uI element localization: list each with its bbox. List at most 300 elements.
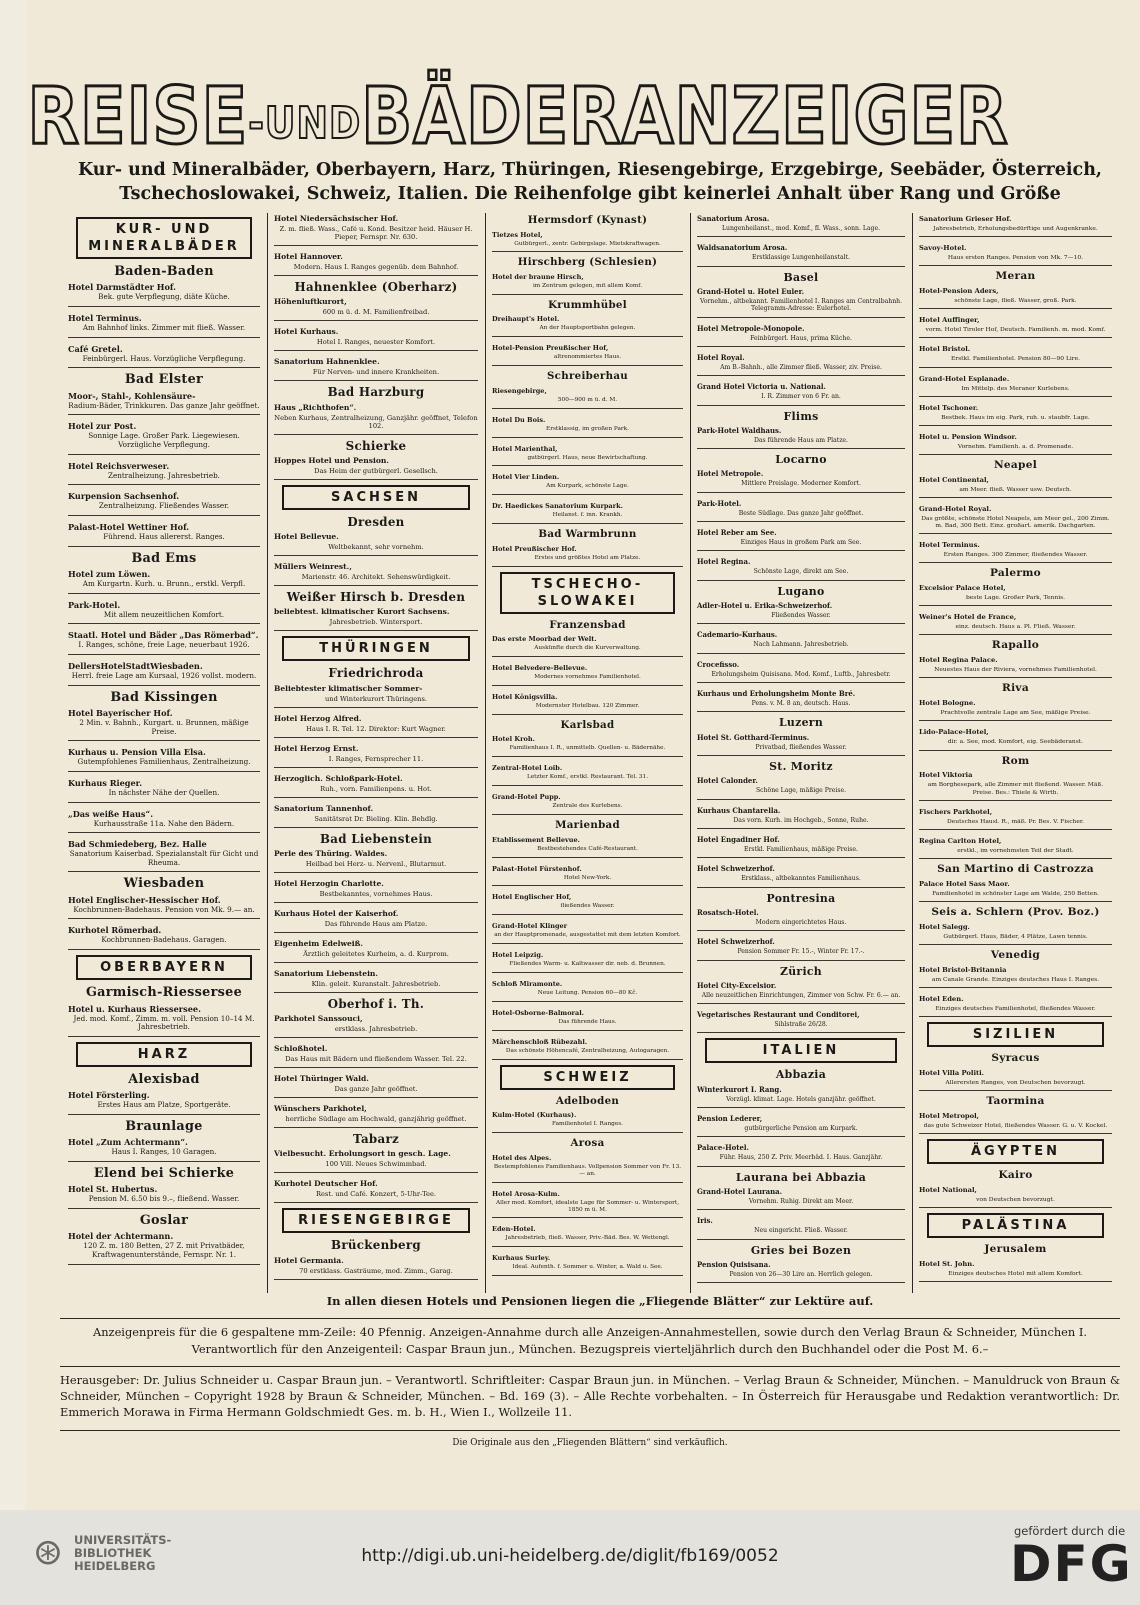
hotel-description: Das größte, schönste Hotel Neapels, am Meer gel., 200 Zimm. m. Bad, 300 Bett. Einz. großart. amerik. Dachgarten. [921, 514, 1110, 529]
hotel-name: Vegetarisches Restaurant und Conditorei, [697, 1010, 860, 1020]
hotel-name: beliebtest. klimatischer Kurort Sachsens. [274, 607, 450, 617]
hotel-description: und Winterkurort Thüringens. [325, 694, 427, 703]
funding-label: gefördert durch die [1014, 1524, 1126, 1538]
hotel-name: Das erste Moorbad der Welt. [492, 635, 597, 644]
hotel-description: Erstkl. Familienhaus, mäßige Preise. [744, 845, 858, 853]
city-heading: Hirschberg (Schlesien) [517, 256, 658, 269]
hotel-name: Sanatorium Hahnenklee. [274, 357, 380, 367]
hotel-ad [697, 498, 905, 522]
hotel-name: Grand-Hotel Esplanade. [919, 374, 1010, 383]
hotel-name: Schloß Miramonte. [492, 980, 563, 989]
city-heading: Palermo [989, 567, 1042, 580]
document-url-link[interactable]: http://digi.ub.uni-heidelberg.de/diglit/fb169/0052 [361, 1546, 779, 1566]
hotel-description: Für Nerven- und innere Krankheiten. [312, 368, 440, 377]
hotel-description: Deutsches Hausl. R., mäß. Pr. Bes. V. Fischer. [947, 817, 1084, 825]
hotel-ad [68, 390, 260, 416]
hotel-name: Hotel Darmstädter Hof. [68, 282, 176, 293]
hotel-description: Auskünfte durch die Kurverwaltung. [534, 645, 641, 652]
hotel-name: Winterkurort I. Rang. [697, 1084, 782, 1094]
divider [60, 1430, 1120, 1431]
hotel-ad [274, 561, 478, 586]
hotel-name: Hotel Reichsverweser. [68, 460, 170, 471]
hotel-description: von Deutschen bevorzugt. [976, 1195, 1055, 1203]
hotel-name: Lido-Palace-Hotel, [919, 728, 989, 737]
city-heading: Laurana bei Abbazia [735, 1170, 867, 1184]
hotel-description: Erstklassig, im großen Park. [546, 425, 629, 432]
hotel-name: Hotel Schweizerhof. [697, 937, 775, 947]
hotel-name: Hotel Thüringer Wald. [274, 1074, 369, 1084]
hotel-description: Führ. Haus, 250 Z. Priv. Meerbäd. I. Haus. Ganzjähr. [719, 1154, 883, 1162]
hotel-description: Am Bahnhof links. Zimmer mit fließ. Wasser. [82, 323, 246, 333]
hotel-description: Einziges deutsches Hotel mit allem Komfort. [948, 1269, 1083, 1277]
hotel-name: Hotel Englischer Hof, [492, 893, 572, 902]
hotel-description: Modernster Hotelbau. 120 Zimmer. [535, 702, 640, 709]
hotel-name: Hotel-Pension Aders, [919, 287, 999, 296]
hotel-description: Allerersten Ranges, von Deutschen bevorzugt. [945, 1078, 1086, 1086]
hotel-description: Das ganze Jahr geöffnet. [334, 1085, 418, 1094]
city-heading: Baden-Baden [114, 264, 214, 279]
hotel-ad [919, 964, 1112, 988]
hotel-description: an der Hauptpromenade, ausgestattet mit dem letzten Komfort. [494, 932, 681, 939]
hotel-ad [697, 629, 905, 653]
hotel-description: Sonnige Lage. Großer Park. Liegewiesen. Vorzügliche Verpflegung. [88, 431, 240, 450]
hotel-ad [697, 527, 905, 551]
hotel-ad [492, 949, 683, 973]
hotel-name: Hotel Hannover. [274, 251, 343, 261]
hotel-name: Kulm-Hotel (Kurhaus). [492, 1111, 577, 1120]
divider [60, 1366, 1120, 1367]
hotel-name: Kurhotel Deutscher Hof. [274, 1179, 378, 1189]
hotel-name: Hotel der braune Hirsch, [492, 272, 584, 281]
hotel-ad [919, 213, 1112, 237]
hotel-ad [492, 978, 683, 1002]
hotel-description: Erstklass., altbekanntes Familienhaus. [741, 875, 861, 883]
city-heading: Basel [783, 270, 819, 284]
hotel-name: Kurhaus Rieger. [68, 777, 143, 788]
city-heading: Abbazia [775, 1068, 827, 1082]
hotel-ad [492, 691, 683, 715]
hotel-description: Vornehm., altbekannt. Familienhotel I. Ranges am Centralbahnh. Telegramm-Adresse: Eulerhotel. [699, 297, 903, 313]
hotel-description: Hotel I. Ranges, neuester Komfort. [316, 338, 436, 347]
region-header: SCHWEIZ [500, 1065, 675, 1090]
hotel-ad [492, 733, 683, 757]
hotel-name: Hotel Schweizerhof. [697, 864, 775, 874]
hotel-ad [697, 834, 905, 858]
hotel-ad [492, 385, 683, 409]
city-heading: Jerusalem [984, 1243, 1047, 1255]
hotel-name: Hotel Regina. [697, 557, 751, 567]
hotel-name: Iris. [697, 1216, 713, 1226]
hotel-name: Haus „Richthofen“. [274, 402, 357, 412]
hotel-name: Hotel Reber am See. [697, 528, 777, 538]
city-heading: Locarno [775, 453, 827, 467]
hotel-description: Schönste Lage, direkt am See. [753, 568, 849, 576]
hotel-ad [492, 500, 683, 524]
hotel-ad [492, 633, 683, 657]
hotel-description: Jahresbetrieb. Wintersport. [329, 618, 423, 627]
hotel-name: Kurhaus Chantarella. [697, 805, 781, 815]
hotel-name: Hotel Herzog Alfred. [274, 713, 362, 723]
hotel-name: Hotel der Achtermann. [68, 1231, 174, 1242]
hotel-ad [919, 431, 1112, 455]
hotel-description: Das Heim der gutbürgerl. Gesellsch. [314, 466, 438, 475]
column-divider [690, 213, 691, 1293]
hotel-name: Waldsanatorium Arosa. [697, 243, 788, 253]
hotel-ad [919, 1258, 1112, 1282]
city-heading: Arosa [570, 1137, 605, 1150]
hotel-ad [274, 743, 478, 768]
hotel-name: Excelsior Palace Hotel, [919, 584, 1006, 593]
hotel-name: Riesengebirge, [492, 386, 547, 395]
hotel-ad [919, 242, 1112, 266]
hotel-name: Eden-Hotel. [492, 1225, 536, 1234]
hotel-ad [697, 688, 905, 712]
hotel-description: Familienhotel I. Ranges. [551, 1121, 624, 1128]
ad-column-1 [66, 213, 262, 1293]
hotel-description: Fließendes Wasser. [771, 612, 831, 620]
hotel-ad [274, 713, 478, 738]
hotel-ad [274, 1148, 478, 1173]
hotel-ad [697, 242, 905, 266]
hotel-ad [492, 863, 683, 887]
hotel-ad [274, 1255, 478, 1280]
hotel-name: Hotel Viktoria [919, 771, 973, 780]
hotel-name: Hotel Vier Linden. [492, 473, 560, 482]
city-heading: Goslar [139, 1212, 189, 1228]
hotel-name: Pension Lederer, [697, 1114, 763, 1124]
hotel-description: im Zentrum gelegen, mit allem Komf. [532, 282, 643, 289]
hotel-description: Kochbrunnen-Badehaus. Garagen. [101, 935, 227, 945]
hotel-name: Hotel Bayerischer Hof. [68, 707, 173, 718]
hotel-description: Sanitätsrat Dr. Bieling. Klin. Behdlg. [314, 814, 438, 823]
hotel-name: Hotel Continental, [919, 475, 989, 484]
hotel-ad [697, 1259, 905, 1283]
hotel-name: Zentral-Hotel Loib. [492, 764, 563, 773]
hotel-ad [68, 1230, 260, 1264]
hotel-description: Am Kurpark, schönste Lage. [546, 483, 629, 490]
hotel-description: Sanatorium Kaiserbad. Spezialanstalt für Gicht und Rheuma. [69, 849, 259, 867]
title-main: REISE [27, 72, 249, 162]
hotel-ad [697, 286, 905, 318]
city-heading: Flims [783, 409, 819, 423]
city-heading: Neapel [993, 458, 1038, 471]
hotel-name: Hotel Kroh. [492, 735, 535, 744]
hotel-name: Hotel National, [919, 1185, 977, 1194]
hotel-ad [68, 746, 260, 772]
hotel-description: Kurhausstraße 11a. Nahe den Bädern. [93, 818, 235, 828]
hotel-description: I. R. Zimmer von 6 Fr. an. [761, 393, 841, 401]
university-seal-icon: ⊛ [32, 1532, 64, 1573]
hotel-description: Erstkl. Familienhotel. Pension 80—90 Lire. [950, 355, 1081, 363]
hotel-ad [697, 980, 905, 1004]
hotel-description: Modern. Haus I. Ranges gegenüb. dem Bahnhof. [293, 262, 459, 271]
hotel-description: Heilanst. f. inn. Krankh. [552, 512, 623, 519]
hotel-name: Perle des Thüring. Waldes. [274, 848, 388, 858]
title-rest: BÄDERANZEIGER [361, 72, 1009, 162]
hotel-ad [492, 443, 683, 467]
hotel-ad [492, 342, 683, 366]
hotel-name: Palast-Hotel Fürstenhof. [492, 864, 582, 873]
ad-column-3 [490, 213, 685, 1293]
hotel-description: am Meer. fließ. Wasser usw. Deutsch. [959, 485, 1072, 493]
hotel-ad [68, 599, 260, 625]
hotel-name: Hotel St. Hubertus. [68, 1184, 158, 1195]
region-header: KUR- UND MINERALBÄDER [76, 217, 252, 259]
city-heading: Bad Ems [131, 550, 197, 566]
hotel-description: Z. m. fließ. Wass., Café u. Kond. Besitzer heid. Häuser H. Pieper, Fernspr. Nr. 630. [279, 225, 473, 241]
hotel-ad [274, 878, 478, 903]
city-heading: Pontresina [766, 891, 836, 905]
hotel-description: Gutbürgerl. Haus, Bäder, 4 Plätze, Lawn tennis. [943, 932, 1088, 940]
hotel-ad [697, 556, 905, 580]
hotel-description: Führend. Haus allererst. Ranges. [103, 531, 225, 541]
city-heading: Seis a. Schlern (Prov. Boz.) [931, 905, 1100, 918]
hotel-name: Hotel St. John. [919, 1259, 975, 1268]
hotel-ad [274, 908, 478, 933]
hotel-name: Hotel Kurhaus. [274, 327, 339, 337]
closing-note: In allen diesen Hotels und Pensionen liegen die „Fliegende Blätter“ zur Lektüre auf. [326, 1294, 874, 1308]
hotel-name: Grand-Hotel Klinger [492, 922, 568, 931]
hotel-description: Das führende Haus am Platze. [324, 919, 428, 928]
hotel-ad [68, 629, 260, 655]
hotel-description: Das führende Haus am Platze. [754, 436, 848, 444]
city-heading: Lugano [777, 584, 825, 598]
hotel-name: Grand Hotel Victoria u. National. [697, 382, 826, 392]
city-heading: Taormina [986, 1095, 1045, 1107]
hotel-description: Lungenheilanst., mod. Komf., fl. Wass., sonn. Lage. [721, 225, 881, 232]
hotel-name: Beliebtester klimatischer Sommer- [274, 683, 423, 693]
hotel-name: Hotel Preußischer Hof. [492, 544, 577, 553]
hotel-name: Höhenluftkurort, [274, 297, 347, 307]
hotel-ad [919, 835, 1112, 859]
hotel-description: gutbürgerliche Pension am Kurpark. [744, 1125, 858, 1133]
hotel-description: Pension M. 6.50 bis 9.–, fließend. Wasser. [88, 1194, 240, 1204]
hotel-ad [919, 474, 1112, 498]
hotel-ad [919, 314, 1112, 338]
page-title [27, 72, 1009, 162]
hotel-ad [697, 381, 905, 405]
hotel-name: Rosatsch-Hotel. [697, 907, 759, 917]
hotel-ad [68, 838, 260, 872]
column-divider [485, 213, 486, 1293]
hotel-description: Bestbestehendes Café-Restaurant. [537, 845, 638, 852]
hotel-name: Sanatorium Grieser Hof. [919, 215, 1012, 223]
hotel-ad [68, 924, 260, 950]
hotel-ad [697, 213, 905, 237]
hotel-name: Café Gretel. [68, 343, 123, 354]
hotel-description: erstklass. Jahresbetrieb. [334, 1025, 418, 1034]
region-header: HARZ [76, 1042, 252, 1067]
city-heading: Karlsbad [560, 718, 615, 731]
region-header: ITALIEN [705, 1038, 897, 1063]
ad-column-5 [917, 213, 1114, 1293]
city-heading: St. Moritz [769, 760, 833, 774]
hotel-name: Grand-Hotel Laurana. [697, 1186, 783, 1196]
divider [60, 1318, 1120, 1319]
hotel-name: Hotel Belvedere-Bellevue. [492, 664, 588, 673]
institution-name: UNIVERSITÄTS- BIBLIOTHEK HEIDELBERG [74, 1533, 172, 1573]
hotel-name: Park-Hotel. [697, 498, 742, 508]
hotel-description: Herrl. freie Lage am Kursaal, 1926 vollst. modern. [71, 670, 257, 680]
city-heading: Syracus [991, 1052, 1040, 1064]
footer-imprint: Herausgeber: Dr. Julius Schneider u. Caspar Braun jun. – Verantwortl. Schriftleiter: Caspar Braun jun. in München. – Verlag Braun & Schneider, München. – Manuldruck von Braun & Schneider, München – Copyright 1928 by Braun & Schneider, München. – Bd. 169 (3). – Alle Rechte vorbehalten. – In Österreich für Herausgabe und Redaktion verantwortlich: Dr. Emmerich Morawa in Firma Hermann Goldschmiedt Ges. m. b. H., Wien I., Wollzeile 11. [60, 1373, 1120, 1419]
hotel-ad [492, 543, 683, 567]
hotel-ad [697, 1215, 905, 1239]
hotel-description: Das vorn. Kurh. im Hochgeb., Sonne, Ruhe. [733, 816, 869, 824]
hotel-description: Das schönste Höhencafé, Zentralheizung, Autogaragen. [505, 1047, 670, 1054]
city-heading: Marienbad [555, 819, 620, 832]
hotel-ad [68, 490, 260, 516]
hotel-name: Palast-Hotel Wettiner Hof. [68, 521, 190, 532]
hotel-description: Im Mittelp. des Meraner Kurlebens. [961, 384, 1070, 392]
hotel-ad [919, 539, 1112, 563]
hotel-description: Kochbrunnen-Badehaus. Pension von Mk. 9.— an. [73, 904, 255, 914]
title-small: -UND [248, 97, 362, 149]
city-heading: Luzern [778, 716, 824, 730]
hotel-ad [492, 414, 683, 438]
hotel-ad [697, 775, 905, 799]
hotel-name: Savoy-Hotel. [919, 244, 967, 253]
hotel-description: Ideal. Aufenth. f. Sommer u. Winter, a. Wald u. See. [512, 1264, 663, 1271]
hotel-ad [492, 662, 683, 686]
hotel-name: Hotel Royal. [697, 352, 745, 362]
ad-column-2 [272, 213, 480, 1293]
hotel-name: Hotel Terminus. [68, 313, 142, 324]
hotel-name: Grand-Hotel Royal. [919, 504, 992, 513]
hotel-description: Jahresbetrieb, Erholungsbedürftige und Augenkranke. [933, 225, 1098, 232]
hotel-name: Hotel Eden. [919, 994, 964, 1003]
hotel-name: DellersHotelStadtWiesbaden. [68, 660, 203, 671]
hotel-ad [274, 251, 478, 276]
region-header: SIZILIEN [927, 1022, 1104, 1047]
hotel-description: Modern eingerichtetes Haus. [755, 918, 847, 926]
hotel-description: Sihlstraße 26/28. [774, 1021, 828, 1029]
hotel-name: Hotel Regina Palace. [919, 656, 998, 665]
hotel-description: Feinbürgerl. Haus, prima Küche. [750, 334, 852, 342]
hotel-description: Haus I. Ranges, 10 Garagen. [111, 1147, 217, 1157]
hotel-name: Hotel Königsvilla. [492, 692, 558, 701]
city-heading: Alexisbad [128, 1071, 200, 1087]
hotel-ad [68, 281, 260, 307]
hotel-ad [492, 1252, 683, 1276]
hotel-name: Hotel des Alpes. [492, 1153, 552, 1162]
city-heading: Wiesbaden [123, 876, 205, 892]
hotel-description: Alle neuzeitlichen Einrichtungen, Zimmer von Schw. Fr. 6.— an. [701, 991, 901, 999]
hotel-ad [919, 993, 1112, 1017]
hotel-ad [492, 1223, 683, 1247]
hotel-description: Prachtvolle zentrale Lage am See, mäßige Preise. [940, 709, 1091, 717]
hotel-ad [274, 1043, 478, 1068]
hotel-description: Haus I. R. Tel. 12. Direktor: Kurt Wagner. [306, 724, 446, 733]
hotel-description: Vorzügl. klimat. Lage. Hotels ganzjähr. geöffnet. [726, 1095, 876, 1103]
hotel-name: Dr. Haedickes Sanatorium Kurpark. [492, 502, 623, 511]
subtitle-line-1: Kur- und Mineralbäder, Oberbayern, Harz, Thüringen, Riesengebirge, Erzgebirge, Seebäder, Österreich, [77, 160, 1103, 180]
hotel-name: Adler-Hotel u. Erika-Schweizerhof. [697, 601, 833, 611]
hotel-description: Erstes und größtes Hotel am Platze. [534, 554, 641, 561]
hotel-ad [919, 503, 1112, 534]
hotel-description: Mittlere Preislage. Moderner Komfort. [741, 480, 861, 488]
hotel-description: Haus ersten Ranges. Pension von Mk. 7—10. [947, 254, 1084, 262]
hotel-name: Hotel Bellevue. [274, 532, 339, 542]
hotel-description: Bestbekanntes, vornehmes Haus. [319, 889, 433, 898]
hotel-ad [68, 420, 260, 454]
hotel-ad [68, 777, 260, 803]
hotel-name: Hotel Metropole. [697, 469, 764, 479]
hotel-name: Hoppes Hotel und Pension. [274, 455, 390, 465]
hotel-ad [492, 471, 683, 495]
hotel-description: einz. deutsch. Haus a. Pl. Fließ. Wasser. [955, 623, 1076, 631]
hotel-name: Hotel-Osborne-Balmoral. [492, 1009, 584, 1018]
city-heading: Elend bei Schierke [93, 1165, 235, 1181]
hotel-description: Das führende Haus. [558, 1019, 617, 1026]
column-divider [912, 213, 913, 1293]
hotel-ad [697, 907, 905, 931]
hotel-ad [274, 968, 478, 993]
hotel-name: Hotel Englischer-Hessischer Hof. [68, 894, 221, 905]
city-heading: Schreiberhau [546, 370, 629, 383]
hotel-ad [697, 1186, 905, 1210]
hotel-ad [274, 213, 478, 246]
city-heading: Bad Elster [124, 372, 204, 388]
hotel-name: Hotel-Pension Preußischer Hof, [492, 344, 609, 353]
hotel-name: Dreihaupt's Hotel. [492, 315, 560, 324]
hotel-ad [697, 1009, 905, 1033]
city-heading: Hahnenklee (Oberharz) [294, 279, 458, 294]
hotel-description: Neue Leitung. Pension 60—80 Kč. [537, 990, 638, 997]
hotel-description: erstkl., im vornehmsten Teil der Stadt. [957, 846, 1074, 854]
hotel-ad [274, 356, 478, 381]
hotel-description: beste Lage. Großer Park, Tennis. [965, 594, 1066, 602]
hotel-description: Neu eingericht. Fließ. Wasser. [754, 1227, 848, 1235]
hotel-description: Letzter Komf., erstkl. Restaurant. Tel. 31. [526, 774, 649, 781]
hotel-description: 120 Z. m. 180 Betten, 27 Z. mit Privatbäder, Kraftwagenunterstände, Fernspr. Nr. 1. [83, 1241, 245, 1259]
hotel-name: Hotel Arosa-Kulm. [492, 1189, 560, 1198]
hotel-name: Hotel Metropole-Monopole. [697, 323, 805, 333]
hotel-description: Aller mod. Komfort, idealste Lage für Sommer- u. Wintersport, 1850 m ü. M. [495, 1199, 680, 1213]
hotel-description: Familienhaus I. R., unmittelb. Quellen- u. Bädernähe. [509, 745, 666, 752]
hotel-ad [919, 654, 1112, 678]
hotel-ad [697, 1084, 905, 1108]
hotel-description: 600 m ü. d. M. Familienfreibad. [322, 308, 430, 317]
hotel-name: Hotel Bristol-Britannia [919, 965, 1007, 974]
footer-ad-prices: Anzeigenpreis für die 6 gespaltene mm-Zeile: 40 Pfennig. Anzeigen-Annahme durch alle Anzeigen-Annahmestellen, sowie durch den Verlag Braun & Schneider, München I. [93, 1325, 1087, 1339]
hotel-description: am Borghesepark, alle Zimmer mit fließend. Wasser. Mäß. Preise. Bes.: Thiele & Wirth. [927, 781, 1104, 796]
hotel-ad [274, 455, 478, 480]
hotel-name: Hotel Leipzig. [492, 951, 544, 960]
hotel-ad [68, 660, 260, 686]
hotel-name: Grand-Hotel u. Hotel Euler. [697, 286, 804, 296]
hotel-name: Pension Quisisana. [697, 1259, 771, 1269]
hotel-ad [274, 1073, 478, 1098]
hotel-description: Fließendes Warm- u. Kaltwasser dir. neb. d. Brunnen. [509, 961, 666, 968]
hotel-ad [68, 1089, 260, 1115]
hotel-name: Parkhotel Sanssouci, [274, 1014, 363, 1024]
hotel-ad [274, 803, 478, 828]
hotel-ad [919, 806, 1112, 830]
hotel-ad [274, 326, 478, 351]
hotel-ad [919, 402, 1112, 426]
hotel-ad [492, 834, 683, 858]
hotel-name: Hotel Salegg. [919, 922, 970, 931]
hotel-description: Bestempfohlenes Familienhaus. Vollpension Sommer von Fr. 13.— an. [493, 1163, 682, 1177]
hotel-name: Herzoglich. Schloßpark-Hotel. [274, 773, 403, 783]
subtitle-line-2: Tschechoslowakei, Schweiz, Italien. Die Reihenfolge gibt keinerlei Anhalt über Rang und Größe [119, 184, 1061, 204]
hotel-ad [274, 848, 478, 873]
hotel-description: Zentrale des Kurlebens. [552, 803, 623, 810]
hotel-description: Rest. und Café. Konzert, 5-Uhr-Tee. [315, 1190, 437, 1199]
hotel-description: An der Hauptsportbahn gelegen. [539, 325, 636, 332]
hotel-ad [919, 921, 1112, 945]
